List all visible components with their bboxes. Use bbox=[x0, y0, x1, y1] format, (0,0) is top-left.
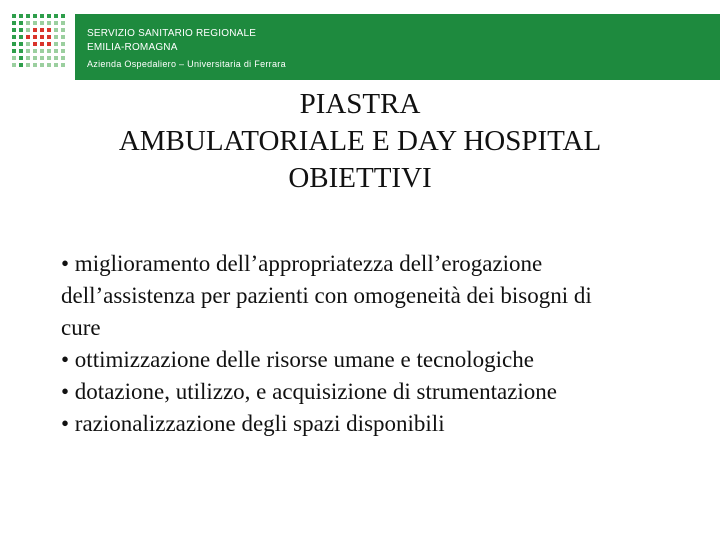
logo-dot bbox=[33, 21, 37, 25]
logo-dot bbox=[47, 21, 51, 25]
bullet-3: • dotazione, utilizzo, e acquisizione di strumentazione bbox=[61, 379, 557, 404]
regional-logo-icon bbox=[10, 12, 70, 72]
logo-dot bbox=[19, 56, 23, 60]
logo-dot bbox=[40, 28, 44, 32]
logo-dot bbox=[12, 35, 16, 39]
logo-dot bbox=[33, 14, 37, 18]
logo-dot bbox=[47, 14, 51, 18]
logo-dot bbox=[19, 21, 23, 25]
logo-dot bbox=[19, 42, 23, 46]
header-band bbox=[75, 14, 720, 80]
bullet-1-line-3: cure bbox=[61, 315, 101, 340]
logo-dot bbox=[19, 28, 23, 32]
logo-dot bbox=[54, 56, 58, 60]
logo-dot bbox=[33, 56, 37, 60]
bullet-1-line-1: • miglioramento dell’appropriatezza dell’erogazione bbox=[61, 251, 543, 276]
logo-dot bbox=[54, 49, 58, 53]
logo-dot bbox=[61, 49, 65, 53]
logo-dot bbox=[61, 42, 65, 46]
logo-dot bbox=[12, 56, 16, 60]
logo-dot bbox=[40, 63, 44, 67]
logo-dot bbox=[19, 35, 23, 39]
logo-dot bbox=[47, 35, 51, 39]
bullet-2: • ottimizzazione delle risorse umane e tecnologiche bbox=[61, 347, 534, 372]
logo-dot bbox=[26, 14, 30, 18]
logo-dot bbox=[47, 49, 51, 53]
logo-dot bbox=[26, 21, 30, 25]
logo-dot bbox=[26, 35, 30, 39]
logo-dot bbox=[12, 63, 16, 67]
title-line-1: PIASTRA bbox=[299, 88, 421, 120]
logo-dot bbox=[40, 14, 44, 18]
logo-dot bbox=[26, 63, 30, 67]
logo-dot bbox=[19, 63, 23, 67]
logo-dot bbox=[12, 28, 16, 32]
logo-dot bbox=[26, 28, 30, 32]
logo-dot bbox=[61, 63, 65, 67]
logo-dot bbox=[40, 49, 44, 53]
logo-dot bbox=[47, 56, 51, 60]
logo-dot bbox=[40, 21, 44, 25]
logo-dot bbox=[61, 14, 65, 18]
logo-dot bbox=[54, 21, 58, 25]
logo-dot bbox=[54, 42, 58, 46]
logo-dot bbox=[19, 49, 23, 53]
logo-dot bbox=[40, 35, 44, 39]
logo-dot bbox=[33, 49, 37, 53]
logo-dot bbox=[26, 56, 30, 60]
logo-dot bbox=[40, 42, 44, 46]
logo-dot bbox=[12, 14, 16, 18]
bullet-4: • razionalizzazione degli spazi disponibili bbox=[61, 411, 445, 436]
logo-dot bbox=[33, 63, 37, 67]
header-line-service: SERVIZIO SANITARIO REGIONALE bbox=[87, 28, 257, 39]
logo-dot bbox=[12, 42, 16, 46]
objectives-list bbox=[61, 248, 720, 440]
header-line-hospital: Azienda Ospedaliero – Universitaria di Ferrara bbox=[87, 59, 286, 69]
logo-dot bbox=[33, 42, 37, 46]
slide-title bbox=[0, 86, 720, 197]
logo-dot bbox=[33, 35, 37, 39]
logo-dot bbox=[54, 14, 58, 18]
logo-dot bbox=[26, 42, 30, 46]
logo-dot bbox=[54, 35, 58, 39]
logo-dot bbox=[54, 63, 58, 67]
logo-dot bbox=[54, 28, 58, 32]
logo-dot bbox=[47, 42, 51, 46]
logo-dot bbox=[26, 49, 30, 53]
logo-dot bbox=[61, 56, 65, 60]
logo-dot bbox=[33, 28, 37, 32]
title-line-2: AMBULATORIALE E DAY HOSPITAL bbox=[118, 125, 602, 157]
logo-dot bbox=[12, 21, 16, 25]
logo-dot bbox=[61, 28, 65, 32]
logo-dot bbox=[47, 28, 51, 32]
logo-dot bbox=[47, 63, 51, 67]
logo-dot bbox=[19, 14, 23, 18]
logo-dot bbox=[61, 35, 65, 39]
logo-dot bbox=[12, 49, 16, 53]
title-line-3: OBIETTIVI bbox=[288, 162, 432, 194]
logo-dot bbox=[40, 56, 44, 60]
logo-dot bbox=[61, 21, 65, 25]
header-line-region: EMILIA-ROMAGNA bbox=[87, 42, 178, 53]
bullet-1-line-2: dell’assistenza per pazienti con omogeneità dei bisogni di bbox=[61, 283, 592, 308]
